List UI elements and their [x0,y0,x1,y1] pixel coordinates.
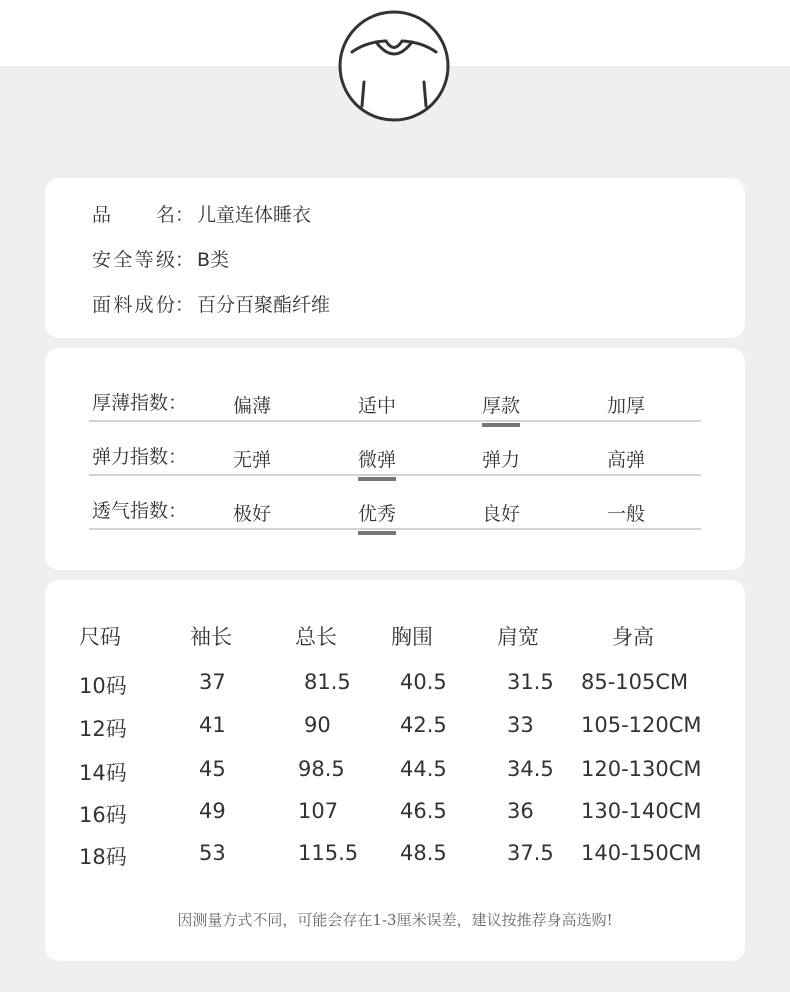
index-option-selected: 厚款 [482,391,520,418]
cell-height: 140-150CM [581,841,702,865]
index-row-elasticity [89,438,701,476]
cell-size: 10码 [79,674,127,698]
header-height: 身高 [612,625,654,649]
cell-height: 120-130CM [581,757,702,781]
cell-sleeve: 45 [199,757,226,781]
cell-shoulder: 31.5 [507,670,554,694]
index-option: 适中 [358,395,397,417]
cell-chest: 46.5 [400,799,447,823]
header-length: 总长 [295,625,337,649]
index-option: 弹力 [482,449,521,471]
index-option-selected: 优秀 [358,499,396,526]
cell-chest: 48.5 [400,841,447,865]
info-row-safety [92,245,229,272]
cell-shoulder: 37.5 [507,841,554,865]
info-colon: ： [175,249,195,271]
index-option-selected: 微弹 [358,445,396,472]
index-option: 良好 [482,503,521,525]
cell-length: 107 [298,799,339,823]
cell-sleeve: 49 [199,799,226,823]
index-option: 偏薄 [233,395,272,417]
cell-shoulder: 36 [507,799,534,823]
info-label: 品名 [92,204,175,226]
header-size: 尺码 [79,625,121,649]
info-colon: ： [175,294,195,316]
cell-sleeve: 41 [199,713,226,737]
cell-height: 105-120CM [581,713,702,737]
cell-length: 115.5 [298,841,359,865]
info-row-fabric [92,290,330,317]
cell-length: 81.5 [304,670,351,694]
info-colon: ： [175,204,195,226]
index-option: 加厚 [607,395,646,417]
index-option: 一般 [607,503,646,525]
index-row-thickness [89,384,701,422]
info-label: 安全等级 [92,249,175,271]
cell-length: 90 [304,713,331,737]
cell-size: 18码 [79,845,127,869]
index-label: 透气指数： [92,500,188,522]
info-value: B类 [197,249,230,271]
cell-shoulder: 34.5 [507,757,554,781]
cell-chest: 42.5 [400,713,447,737]
info-row-name [92,200,311,227]
cell-sleeve: 37 [199,670,226,694]
cell-size: 12码 [79,717,127,741]
index-label: 厚薄指数： [92,392,188,414]
header-chest: 胸围 [391,625,433,649]
index-option: 极好 [233,503,272,525]
cell-chest: 44.5 [400,757,447,781]
size-table-card [45,580,745,961]
product-info-card [45,178,745,338]
cell-shoulder: 33 [507,713,534,737]
cell-sleeve: 53 [199,841,226,865]
header-shoulder: 肩宽 [497,625,539,649]
garment-collar-icon [336,8,452,124]
info-value: 百分百聚酯纤维 [197,294,331,316]
index-label: 弹力指数： [92,446,188,468]
cell-height: 130-140CM [581,799,702,823]
cell-size: 14码 [79,761,127,785]
cell-length: 98.5 [298,757,345,781]
fabric-index-card [45,348,745,570]
cell-chest: 40.5 [400,670,447,694]
info-label: 面料成份 [92,294,175,316]
index-option: 高弹 [607,449,646,471]
header-sleeve: 袖长 [190,625,232,649]
cell-height: 85-105CM [581,670,689,694]
index-option: 无弹 [233,449,272,471]
cell-size: 16码 [79,803,127,827]
info-value: 儿童连体睡衣 [197,204,312,226]
index-row-breathability [89,492,701,530]
measurement-note: 因测量方式不同，可能会存在1-3厘米误差，建议按推荐身高选购! [177,911,613,929]
